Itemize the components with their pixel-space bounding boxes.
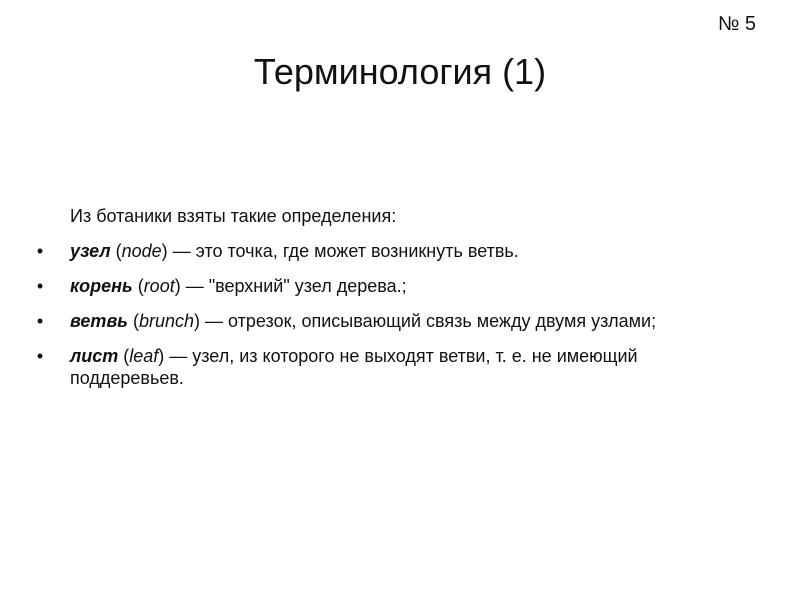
definition: — узел, из которого не выходят ветви, т. е. не имеющий поддеревьев.: [70, 346, 638, 388]
slide-title: Терминология (1): [253, 51, 547, 92]
english-term: root: [143, 276, 175, 296]
bullet-icon: •: [36, 346, 44, 366]
paren-close: ): [161, 241, 168, 261]
list-item: [30, 240, 750, 262]
list-item: [30, 345, 750, 389]
paren-open: (: [118, 346, 130, 366]
paren-close: ): [174, 276, 181, 296]
paren-close: ): [194, 311, 201, 331]
paren-open: (: [128, 311, 139, 331]
list-item: [30, 275, 750, 297]
english-term: brunch: [139, 311, 195, 331]
paren-close: ): [158, 346, 165, 366]
slide-number: № 5: [717, 13, 756, 35]
term: узел: [70, 241, 111, 261]
term: лист: [70, 346, 119, 366]
paren-open: (: [110, 241, 122, 261]
bullet-icon: •: [36, 241, 44, 261]
term: ветвь: [70, 311, 128, 331]
definition: — отрезок, описывающий связь между двумя узлами;: [200, 311, 657, 331]
bullet-icon: •: [36, 276, 44, 296]
term: корень: [70, 276, 133, 296]
definition: — это точка, где может возникнуть ветвь.: [167, 241, 519, 261]
list-item: [30, 310, 750, 332]
intro-text: Из ботаники взяты такие определения:: [70, 206, 397, 226]
definition-list: [30, 240, 750, 389]
slide-content: [30, 205, 750, 402]
paren-open: (: [132, 276, 144, 296]
bullet-icon: •: [36, 311, 44, 331]
english-term: node: [121, 241, 162, 261]
definition: — "верхний" узел дерева.;: [180, 276, 407, 296]
english-term: leaf: [129, 346, 159, 366]
